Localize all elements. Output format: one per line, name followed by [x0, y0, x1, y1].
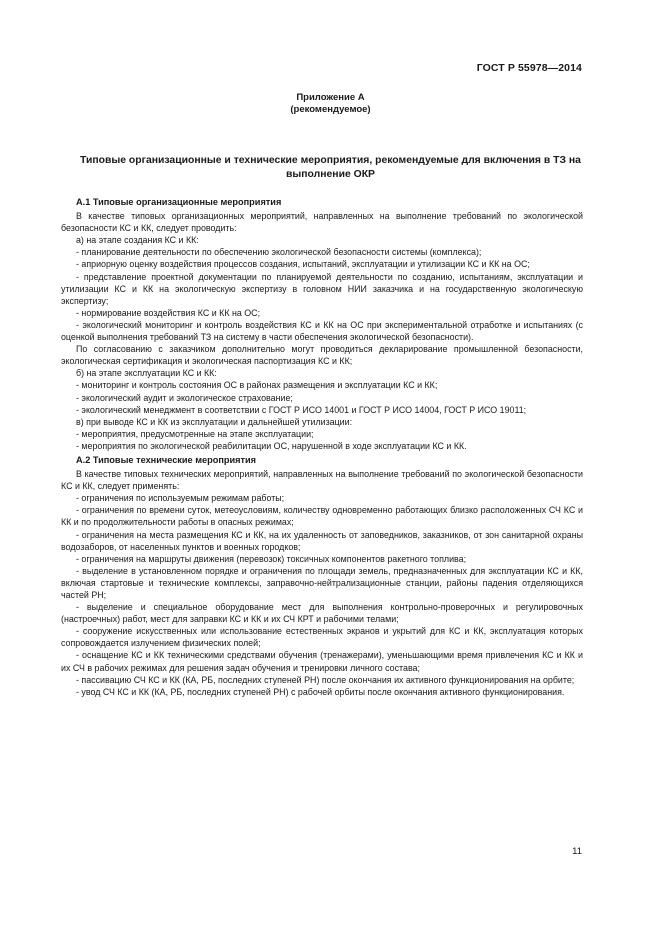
paragraph: б) на этапе эксплуатации КС и КК:	[76, 368, 217, 379]
paragraph: - мероприятия по экологической реабилитации ОС, нарушенной в ходе эксплуатации КС и КК.	[76, 440, 467, 451]
appendix-type: (рекомендуемое)	[290, 104, 371, 115]
paragraph: - экологический мониторинг и контроль воздействия КС и КК на ОС при экспериментальной отработке и испытаниях (с оценкой выполнения требований ТЗ на систему в части обеспечения экологической безопасности).	[61, 319, 583, 343]
appendix-label: Приложение А	[296, 92, 365, 103]
appendix-heading	[0, 92, 661, 116]
paragraph: - увод СЧ КС и КК (КА, РБ, последних ступеней РН) с рабочей орбиты после окончания активного функционирования.	[76, 686, 565, 697]
section-heading-a1: А.1 Типовые организационные мероприятия	[76, 197, 282, 207]
paragraph: - оснащение КС и КК техническими средствами обучения (тренажерами), уменьшающими время привлечения КС и КК и их СЧ в рабочих режимах для решения задач обучения и тренировки личного состава;	[61, 650, 583, 673]
document-body	[61, 195, 583, 698]
page-number: 11	[572, 846, 582, 857]
paragraph: - априорную оценку воздействия процессов создания, испытаний, эксплуатации и утилизации КС и КК на ОС;	[76, 259, 530, 270]
section-heading-a2: А.2 Типовые технические мероприятия	[76, 454, 257, 465]
paragraph: - мероприятия, предусмотренные на этапе эксплуатации;	[76, 428, 314, 439]
paragraph: - ограничения по используемым режимам работы;	[76, 493, 285, 504]
paragraph: - выделение и специальное оборудование мест для выполнения контрольно-проверочных и регулировочных (настроечных) работ, мест для заправки КС и КК и их СЧ КРТ и рабочими телами;	[61, 602, 583, 625]
paragraph: - мониторинг и контроль состояния ОС в районах размещения и эксплуатации КС и КК;	[76, 380, 438, 391]
paragraph: - сооружение искусственных или использование естественных экранов и укрытий для КС и КК, эксплуатация которых сопровождается излучением физических полей;	[61, 626, 583, 649]
paragraph: - нормирование воздействия КС и КК на ОС;	[76, 307, 261, 318]
document-title: Типовые организационные и технические мероприятия, рекомендуемые для включения в ТЗ на выполнение ОКР	[80, 155, 581, 180]
paragraph: - пассивацию СЧ КС и КК (КА, РБ, последних ступеней РН) после окончания их активного функционирования на орбите;	[76, 674, 575, 685]
paragraph: - экологический аудит и экологическое страхование;	[76, 392, 293, 403]
standard-designation: ГОСТ Р 55978—2014	[476, 62, 582, 74]
paragraph: а) на этапе создания КС и КК:	[76, 235, 199, 246]
paragraph: - планирование деятельности по обеспечению экологической безопасности системы (комплекса);	[76, 247, 482, 258]
paragraph: В качестве типовых технических мероприятий, направленных на выполнение требований по экологической безопасности КС и КК, следует применять:	[61, 469, 583, 492]
paragraph: - представление проектной документации по планируемой деятельности по созданию, испытаниям, эксплуатации и утилизации КС и КК на экологическую экспертизу в головном НИИ заказчика и на государственную экологическую экспертизу;	[61, 271, 583, 306]
paragraph: - ограничения на маршруты движения (перевозок) токсичных компонентов ракетного топлива;	[76, 553, 467, 564]
paragraph: - выделение в установленном порядке и ограничения по площади земель, предназначенных для эксплуатации КС и КК, включая стартовые и технические комплексы, заправочно-нейтрализационные станции, районы падения отделяющихся частей РН;	[61, 565, 583, 600]
paragraph: - ограничения на места размещения КС и КК, на их удаленность от заповедников, заказников, от зон санитарной охраны водозаборов, от населенных пунктов и военных городков;	[61, 529, 583, 552]
paragraph: - экологический менеджмент в соответствии с ГОСТ Р ИСО 14001 и ГОСТ Р ИСО 14004, ГОСТ Р ИСО 19011;	[76, 404, 527, 415]
paragraph: По согласованию с заказчиком дополнительно могут проводиться декларирование промышленной безопасности, экологическая сертификация и экологическая паспортизация КС и КК;	[61, 344, 583, 367]
paragraph: - ограничения по времени суток, метеоусловиям, количеству одновременно работающих близко расположенных СЧ КС и КК и по продолжительности работы в опасных режимах;	[61, 505, 583, 528]
paragraph: в) при выводе КС и КК из эксплуатации и дальнейшей утилизации:	[76, 416, 353, 427]
paragraph: В качестве типовых организационных мероприятий, направленных на выполнение требований по экологической безопасности КС и КК, следует проводить:	[61, 211, 583, 234]
